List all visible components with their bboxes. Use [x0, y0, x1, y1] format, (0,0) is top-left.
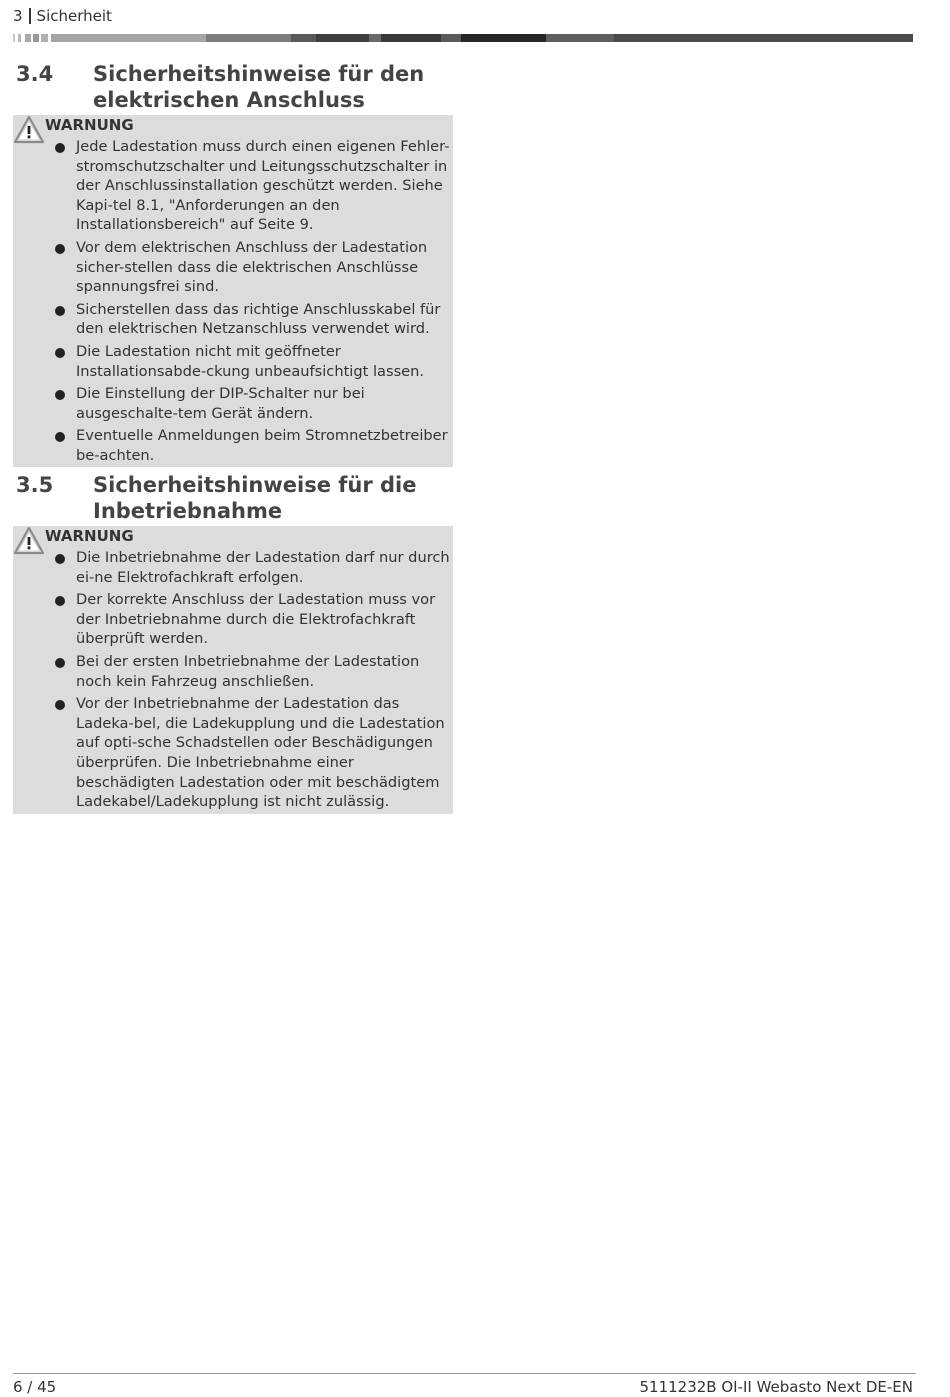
list-item-text: Die Inbetriebnahme der Ladestation darf nur durch ei-ne Elektrofachkraft erfolgen.	[76, 549, 450, 586]
section-title: Sicherheitshinweise für die Inbetriebnahme	[93, 473, 417, 523]
section-number: 3.4	[16, 62, 54, 86]
document-id: 5111232B OI-II Webasto Next DE-EN	[639, 1378, 913, 1396]
bullet-icon	[55, 658, 65, 668]
bullet-icon	[55, 432, 65, 442]
list-item-text: Vor der Inbetriebnahme der Ladestation das Ladeka-bel, die Ladekupplung und die Ladestation auf opti-sche Schadstellen oder Beschädigungen überprüfen. Die Inbetriebnahme einer beschädigten Ladestation oder mit beschädigtem Ladekabel/Ladekupplung ist nicht zulässig.	[76, 695, 445, 811]
section-number: 3.5	[16, 473, 54, 497]
list-item-text: Bei der ersten Inbetriebnahme der Ladestation noch kein Fahrzeug anschließen.	[76, 652, 420, 690]
list-item-text: Vor dem elektrischen Anschluss der Ladestation sicher-stellen dass die elektrischen Anschlüsse spannungsfrei sind.	[76, 238, 428, 296]
list-item-text: Jede Ladestation muss durch einen eigenen Fehler-stromschutzschalter und Leitungsschutzschalter in der Anschlussinstallation geschützt werden. Siehe Kapi-tel 8.1, "Anforderungen an den Installationsbereich" auf Seite 9.	[76, 138, 450, 234]
bullet-icon	[55, 306, 65, 316]
page-number: 6 / 45	[13, 1378, 57, 1396]
list-item-text: Die Einstellung der DIP-Schalter nur bei ausgeschalte-tem Gerät ändern.	[76, 385, 365, 422]
warning-list	[13, 548, 453, 812]
list-item	[13, 590, 453, 649]
chapter-number: 3	[13, 7, 23, 25]
bullet-icon	[55, 596, 65, 606]
warning-box-electrical-connection	[13, 115, 453, 467]
warning-box-commissioning	[13, 526, 453, 814]
list-item	[13, 426, 453, 465]
section-title: Sicherheitshinweise für den elektrischen Anschluss	[93, 62, 425, 112]
list-item	[13, 137, 453, 235]
header-decorative-bar	[13, 34, 913, 42]
list-item	[13, 548, 453, 587]
bullet-icon	[55, 143, 65, 153]
list-item	[13, 694, 453, 812]
running-header	[13, 7, 112, 25]
bullet-icon	[55, 244, 65, 254]
list-item	[13, 300, 453, 339]
chapter-title: Sicherheit	[36, 7, 112, 25]
bullet-icon	[55, 348, 65, 358]
list-item	[13, 238, 453, 297]
warning-label: WARNUNG	[45, 527, 134, 545]
warning-label: WARNUNG	[45, 116, 134, 134]
list-item	[13, 384, 453, 423]
bullet-icon	[55, 700, 65, 710]
list-item-text: Eventuelle Anmeldungen beim Stromnetzbetreiber be-achten.	[76, 427, 448, 464]
footer-divider	[13, 1373, 916, 1374]
bullet-icon	[55, 390, 65, 400]
header-separator	[29, 8, 31, 24]
list-item-text: Sicherstellen dass das richtige Anschlusskabel für den elektrischen Netzanschluss verwendet wird.	[76, 300, 441, 338]
warning-list	[13, 137, 453, 466]
list-item-text: Die Ladestation nicht mit geöffneter Installationsabde-ckung unbeaufsichtigt lassen.	[76, 342, 425, 380]
bullet-icon	[55, 554, 65, 564]
list-item	[13, 342, 453, 381]
list-item-text: Der korrekte Anschluss der Ladestation muss vor der Inbetriebnahme durch die Elektrofachkraft überprüft werden.	[76, 591, 436, 648]
list-item	[13, 652, 453, 691]
